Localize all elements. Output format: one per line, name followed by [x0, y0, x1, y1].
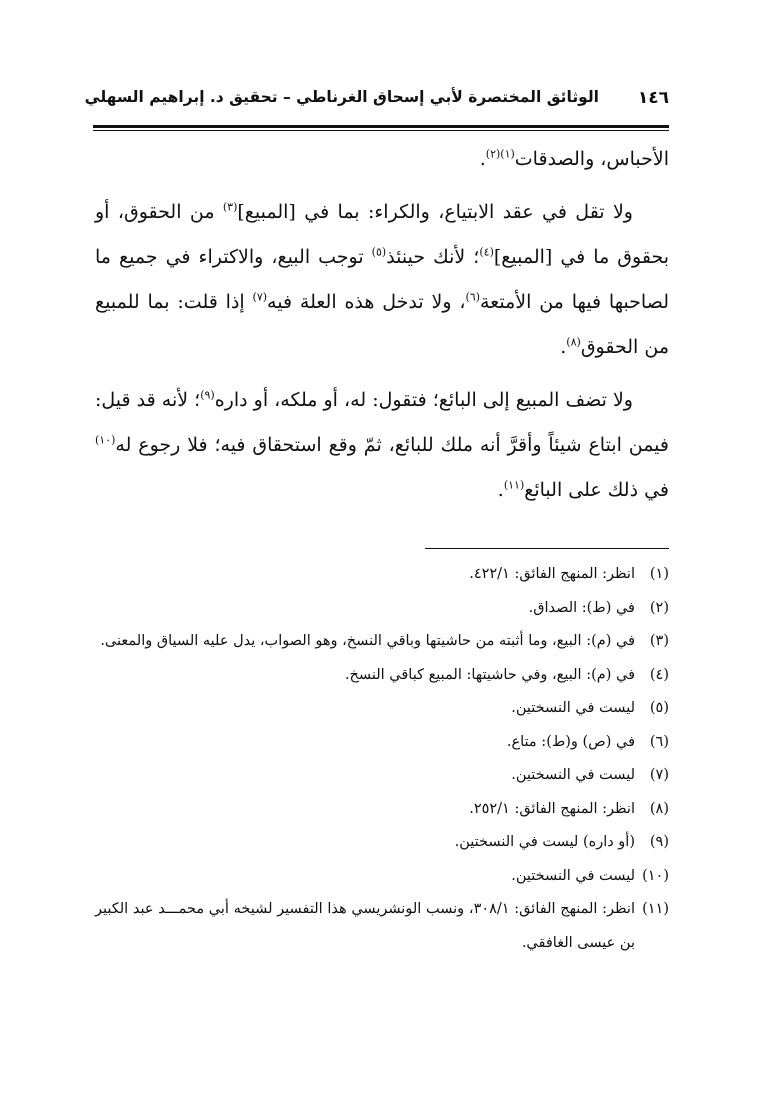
- footnote-marker: (١)(٢): [485, 147, 515, 161]
- text-run: ؛ لأنك حينئذ: [386, 246, 480, 268]
- footnote: [95, 726, 669, 760]
- footnote-marker: (٤): [479, 245, 494, 259]
- footnote-marker: (٨): [566, 335, 581, 349]
- footnote-number: (٤): [649, 666, 669, 683]
- footnote-text: انظر: المنهج الفائق: ٣٠٨/١، ونسب الونشريسي هذا التفسير لشيخه أبي محمـــد عبد الكبير بن عيسى الغافقي.: [95, 901, 635, 951]
- running-title: الوثائق المختصرة لأبي إسحاق الغرناطي – تحقيق د. إبراهيم السهلي: [84, 88, 599, 106]
- footnote-marker: (٩): [200, 388, 215, 402]
- text-run: توجب البيع، والاكتراء في جميع ما لصاحبها فيها من الأمتعة: [95, 246, 669, 313]
- footnote-number: (٧): [649, 767, 669, 783]
- text-run: .: [479, 148, 486, 170]
- footnote-text: (أو داره) ليست في النسختين.: [454, 834, 635, 850]
- footnote-marker: (٧): [252, 290, 268, 304]
- body-paragraph: [95, 378, 669, 513]
- footnote-text: في (ط): الصداق.: [528, 599, 635, 616]
- footnote-separator: [425, 548, 669, 549]
- header-rule-thin: [93, 130, 669, 131]
- footnote-text: انظر: المنهج الفائق: ٢٥٢/١.: [469, 800, 635, 817]
- footnote-marker: (٦): [465, 290, 480, 304]
- text-run: ، ولا تدخل هذه العلة فيه: [267, 291, 466, 313]
- footnote-text: في (م): البيع، وما أثبته من حاشيتها وباقي النسخ، وهو الصواب، يدل عليه السياق والمعنى.: [100, 633, 635, 649]
- footnote: [95, 793, 669, 827]
- footnote-marker: (١١): [503, 478, 525, 492]
- footnote: [95, 659, 669, 693]
- text-run: الأحباس، والصدقات: [514, 148, 669, 170]
- page-number: ١٤٦: [637, 88, 669, 108]
- footnote-text: ليست في النسختين.: [511, 867, 635, 884]
- text-run: .: [560, 336, 567, 358]
- text-run: في ذلك على البائع: [524, 479, 669, 501]
- footnote-number: (٢): [649, 599, 669, 616]
- footnote-marker: (٥): [371, 245, 387, 259]
- footnote: [95, 692, 669, 726]
- footnote-number: (٨): [649, 800, 669, 817]
- footnote-number: (١١): [642, 901, 669, 917]
- body-paragraph: [95, 137, 669, 182]
- footnote-number: (٦): [649, 733, 669, 750]
- page-header: [84, 86, 669, 116]
- footnote: [95, 860, 669, 894]
- main-text: [95, 137, 669, 521]
- footnote-text: ليست في النسختين.: [511, 700, 635, 716]
- footnote: [95, 625, 669, 659]
- footnote-text: ليست في النسختين.: [511, 767, 635, 783]
- text-run: ولا تضف المبيع إلى البائع؛ فتقول: له، أو ملكه، أو داره: [214, 389, 633, 411]
- footnote-text: انظر: المنهج الفائق: ٤٢٢/١.: [469, 566, 635, 582]
- footnote-text: في (ص) و(ط): متاع.: [506, 733, 635, 750]
- footnote: [95, 826, 669, 860]
- footnote-number: (١): [649, 566, 669, 582]
- text-run: ولا تقل في عقد الابتياع، والكراء: بما في [المبيع]: [237, 201, 633, 223]
- footnote-text: في (م): البيع، وفي حاشيتها: المبيع كباقي النسخ.: [344, 666, 635, 683]
- body-paragraph: [95, 190, 669, 370]
- footnotes-section: [95, 558, 669, 960]
- footnote-number: (٩): [649, 834, 669, 850]
- footnote: [95, 558, 669, 592]
- footnote-number: (٣): [649, 633, 669, 649]
- text-run: ؛ لأنه قد قيل: فيمن ابتاع شيئاً وأقرَّ أنه ملك للبائع، ثمّ وقع استحقاق فيه؛ فلا رجوع له: [95, 389, 669, 456]
- footnote: [95, 592, 669, 626]
- footnote-number: (٥): [649, 700, 669, 716]
- footnote-marker: (٣): [222, 200, 238, 214]
- text-run: .: [497, 479, 504, 501]
- footnote-marker: (١٠): [95, 433, 116, 447]
- footnote-number: (١٠): [642, 867, 669, 884]
- header-rule: [93, 125, 669, 128]
- text-run: إذا قلت: بما للمبيع من الحقوق: [95, 291, 669, 358]
- footnote: [95, 893, 669, 960]
- text-run: من الحقوق، أو بحقوق ما في [المبيع]: [95, 201, 669, 268]
- footnote: [95, 759, 669, 793]
